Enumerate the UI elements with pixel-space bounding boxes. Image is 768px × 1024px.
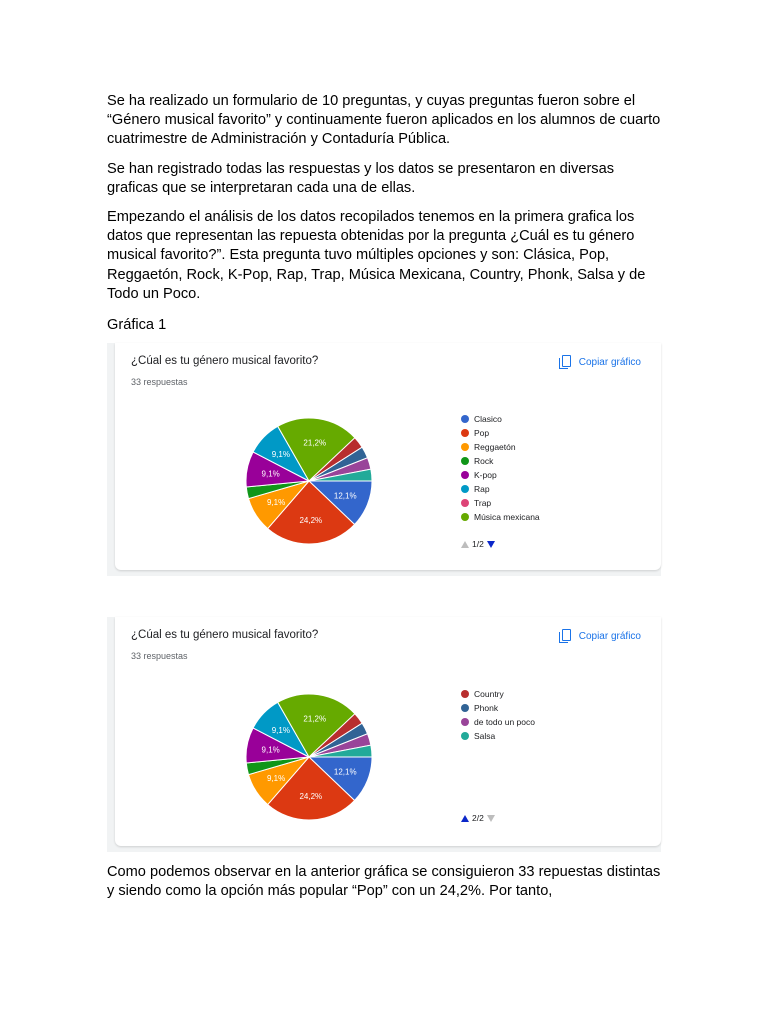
legend-swatch bbox=[461, 718, 469, 726]
legend-label: K-pop bbox=[474, 470, 497, 480]
legend-swatch bbox=[461, 704, 469, 712]
pie-chart bbox=[239, 411, 379, 551]
next-page-icon[interactable] bbox=[487, 815, 495, 822]
chart-legend bbox=[461, 412, 540, 524]
pager-label: 2/2 bbox=[472, 813, 484, 823]
question-title: ¿Cúal es tu género musical favorito? bbox=[131, 355, 319, 367]
pie-data-label: 9,1% bbox=[261, 745, 280, 755]
next-page-icon[interactable] bbox=[487, 541, 495, 548]
legend-swatch bbox=[461, 457, 469, 465]
legend-label: Salsa bbox=[474, 731, 496, 741]
legend-label: Pop bbox=[474, 428, 490, 438]
legend-item bbox=[461, 687, 535, 701]
pie-data-label: 9,1% bbox=[271, 725, 290, 735]
pie-data-label: 9,1% bbox=[266, 774, 286, 784]
legend-swatch bbox=[461, 443, 469, 451]
legend-swatch bbox=[461, 690, 469, 698]
legend-swatch bbox=[461, 732, 469, 740]
chart-caption: Gráfica 1 bbox=[107, 317, 167, 333]
previous-page-icon[interactable] bbox=[461, 541, 469, 548]
legend-label: Música mexicana bbox=[474, 512, 540, 522]
pie-data-label: 24,2% bbox=[299, 516, 323, 526]
response-count: 33 respuestas bbox=[131, 377, 188, 387]
legend-swatch bbox=[461, 429, 469, 437]
intro-paragraph: Se ha realizado un formulario de 10 preguntas, y cuyas preguntas fueron sobre el “Género musical favorito” y continuamente fueron aplicados en los alumnos de cuarto cuatrimestre de Administración y Contaduría Pública. bbox=[107, 93, 661, 148]
copy-chart-label: Copiar gráfico bbox=[578, 356, 641, 368]
legend-label: de todo un poco bbox=[474, 717, 535, 727]
legend-swatch bbox=[461, 513, 469, 521]
pie-data-label: 12,1% bbox=[333, 491, 357, 501]
previous-page-icon[interactable] bbox=[461, 815, 469, 822]
legend-item bbox=[461, 412, 540, 426]
legend-item bbox=[461, 426, 540, 440]
pie-data-label: 21,2% bbox=[303, 438, 327, 448]
legend-item bbox=[461, 496, 540, 510]
legend-swatch bbox=[461, 499, 469, 507]
pie-data-label: 9,1% bbox=[261, 469, 280, 479]
chart-card-1-panel bbox=[115, 343, 661, 570]
legend-swatch bbox=[461, 415, 469, 423]
legend-item bbox=[461, 701, 535, 715]
pager-label: 1/2 bbox=[472, 539, 484, 549]
legend-item bbox=[461, 440, 540, 454]
legend-label: Rap bbox=[474, 484, 490, 494]
pie-data-label: 12,1% bbox=[333, 767, 357, 777]
chart-card-2-panel bbox=[115, 617, 661, 846]
chart-card-2 bbox=[107, 617, 661, 852]
pie-data-label: 21,2% bbox=[303, 714, 327, 724]
pie-chart bbox=[239, 687, 379, 827]
copy-chart-button[interactable] bbox=[559, 355, 641, 369]
copy-icon bbox=[559, 629, 571, 643]
legend-pager bbox=[461, 539, 495, 549]
legend-label: Rock bbox=[474, 456, 494, 466]
copy-chart-label: Copiar gráfico bbox=[578, 630, 641, 642]
legend-item bbox=[461, 482, 540, 496]
copy-chart-button[interactable] bbox=[559, 629, 641, 643]
legend-label: Trap bbox=[474, 498, 492, 508]
conclusion-paragraph: Como podemos observar en la anterior gráfica se consiguieron 33 repuestas distintas y siendo como la opción más popular “Pop” con un 24,2%. Por tanto, bbox=[107, 864, 661, 900]
pie-data-label: 9,1% bbox=[266, 498, 286, 508]
legend-label: Reggaetón bbox=[474, 442, 516, 452]
legend-pager bbox=[461, 813, 495, 823]
legend-item bbox=[461, 510, 540, 524]
legend-item bbox=[461, 468, 540, 482]
legend-label: Phonk bbox=[474, 703, 499, 713]
pie-data-label: 24,2% bbox=[299, 792, 323, 802]
legend-item bbox=[461, 729, 535, 743]
legend-item bbox=[461, 715, 535, 729]
legend-swatch bbox=[461, 485, 469, 493]
chart-legend bbox=[461, 687, 535, 743]
legend-item bbox=[461, 454, 540, 468]
analysis-paragraph: Empezando el análisis de los datos recopilados tenemos en la primera grafica los datos que representan las repuesta obtenidas por la pregunta ¿Cuál es tu género musical favorito?”. Esta pregunta tuvo múltiples opciones y son: Clásica, Pop, Reggaetón, Rock, K-Pop, Rap, Trap, Música Mexicana, Country, Phonk, Salsa y de Todo un Poco. bbox=[107, 209, 646, 302]
copy-icon bbox=[559, 355, 571, 369]
pie-data-label: 9,1% bbox=[271, 449, 290, 459]
legend-label: Clasico bbox=[474, 414, 502, 424]
legend-swatch bbox=[461, 471, 469, 479]
legend-label: Country bbox=[474, 689, 504, 699]
question-title: ¿Cúal es tu género musical favorito? bbox=[131, 629, 319, 641]
chart-card-1 bbox=[107, 343, 661, 576]
response-count: 33 respuestas bbox=[131, 651, 188, 661]
responses-paragraph: Se han registrado todas las respuestas y los datos se presentaron en diversas graficas que se interpretaran cada una de ellas. bbox=[107, 161, 615, 197]
